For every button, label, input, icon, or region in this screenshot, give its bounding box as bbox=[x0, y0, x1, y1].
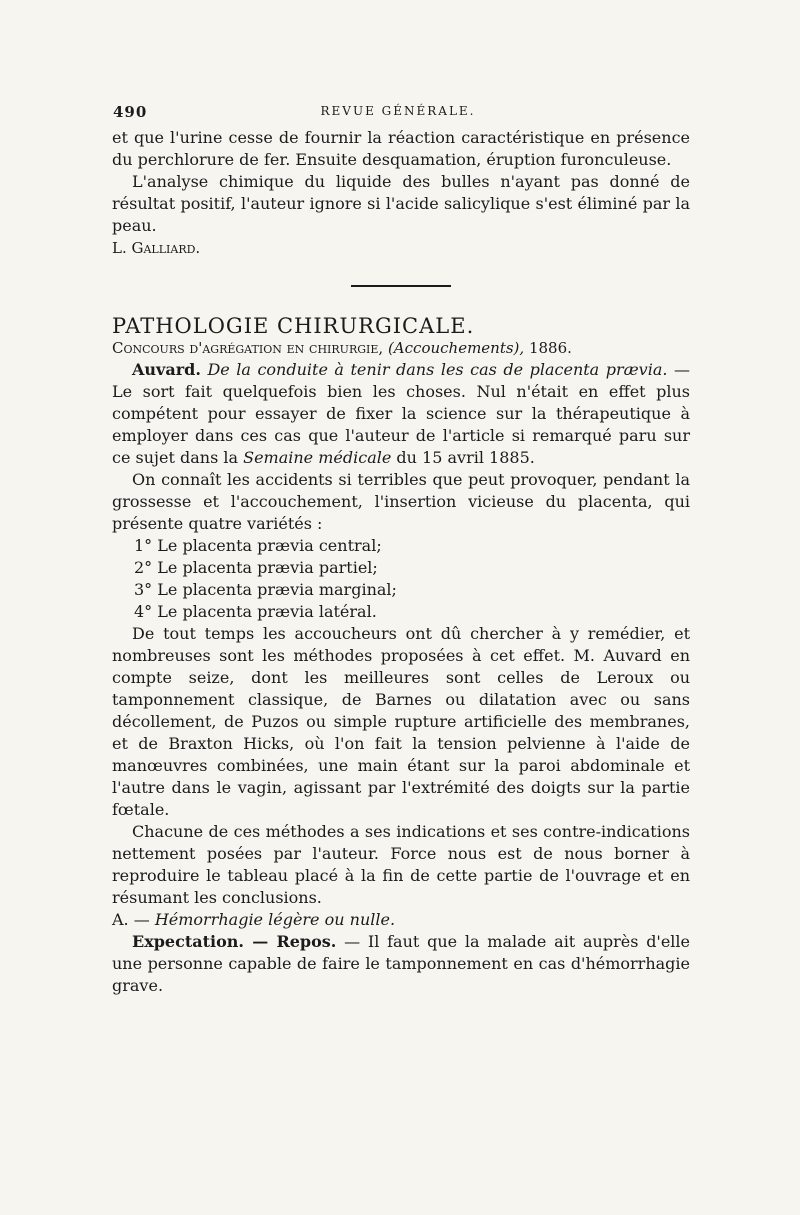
article-paragraph-3: De tout temps les accoucheurs ont dû chercher à y remédier, et nombreuses sont les méthodes proposées à cet effet. M. Auvard en compte seize, dont les meilleures sont celles de Leroux ou tamponnement classique, de Barnes ou dilatation avec ou sans décollement, de Puzos ou simple rupture artificielle des membranes, et de Braxton Hicks, où l'on fait la tension pelvienne à l'aide de manœuvres combinées, une main étant sur la paroi abdominale et l'autre dans le vagin, agissant par l'extrémité des doigts sur la partie fœtale. bbox=[112, 624, 690, 819]
article-p1-b: du 15 avril 1885. bbox=[396, 448, 535, 467]
intro-paragraph-1: et que l'urine cesse de fournir la réaction caractéristique en présence du perchlorure de fer. Ensuite desquamation, éruption furonculeuse. bbox=[112, 128, 690, 169]
article-p5: — Il faut que la malade ait auprès d'elle une personne capable de faire le tamponnement en cas d'hémorrhagie grave. bbox=[112, 932, 691, 995]
article-author: Auvard. bbox=[132, 360, 201, 379]
section-title: PATHOLOGIE CHIRURGICALE. bbox=[112, 314, 475, 338]
article-paragraph-2: On connaît les accidents si terribles que peut provoquer, pendant la grossesse et l'accouchement, l'insertion vicieuse du placenta, qui présente quatre variétés : bbox=[112, 470, 690, 533]
concours-year: 1886. bbox=[528, 339, 572, 357]
concours-prefix: Concours d'agrégation en chirurgie, bbox=[112, 339, 384, 357]
list-item: 1° Le placenta prævia central; bbox=[134, 536, 382, 555]
section-divider bbox=[351, 285, 451, 287]
article-paragraph-5 bbox=[112, 931, 690, 997]
article-title: De la conduite à tenir dans les cas de placenta prævia. bbox=[207, 360, 668, 379]
list-item: 2° Le placenta prævia partiel; bbox=[134, 558, 378, 577]
author-signature: L. Galliard. bbox=[112, 239, 201, 257]
varieties-list bbox=[112, 535, 690, 623]
subheading-label: A. — bbox=[112, 910, 150, 929]
page-number: 490 bbox=[113, 103, 148, 121]
list-item: 3° Le placenta prævia marginal; bbox=[134, 580, 397, 599]
subheading bbox=[112, 909, 690, 931]
subheading-text: Hémorrhagie légère ou nulle. bbox=[154, 910, 396, 929]
expectation-label: Expectation. — Repos. bbox=[132, 932, 337, 951]
intro-paragraph-2: L'analyse chimique du liquide des bulles n'ayant pas donné de résultat positif, l'auteur ignore si l'acide salicylique s'est éliminé par la peau. bbox=[112, 172, 690, 235]
article-paragraph-4: Chacune de ces méthodes a ses indications et ses contre-indications nettement posées par l'auteur. Force nous est de nous borner à reproduire le tableau placé à la fin de cette partie de l'ouvrage et en résumant les conclusions. bbox=[112, 822, 690, 907]
page-header bbox=[113, 103, 683, 123]
article-p1-a: — Le sort fait quelquefois bien les choses. Nul n'était en effet plus compétent pour essayer de fixer la science sur la thérapeutique à employer dans ces cas que l'auteur de l'article si remarqué paru sur ce sujet dans la bbox=[112, 360, 690, 467]
concours-line bbox=[112, 337, 690, 359]
journal-name: Semaine médicale bbox=[243, 448, 392, 467]
article-paragraph-1 bbox=[112, 359, 690, 469]
list-item: 4° Le placenta prævia latéral. bbox=[134, 602, 377, 621]
running-head: REVUE GÉNÉRALE. bbox=[320, 104, 476, 118]
page-body bbox=[112, 127, 690, 997]
concours-italic: (Accouchements), bbox=[387, 339, 525, 357]
